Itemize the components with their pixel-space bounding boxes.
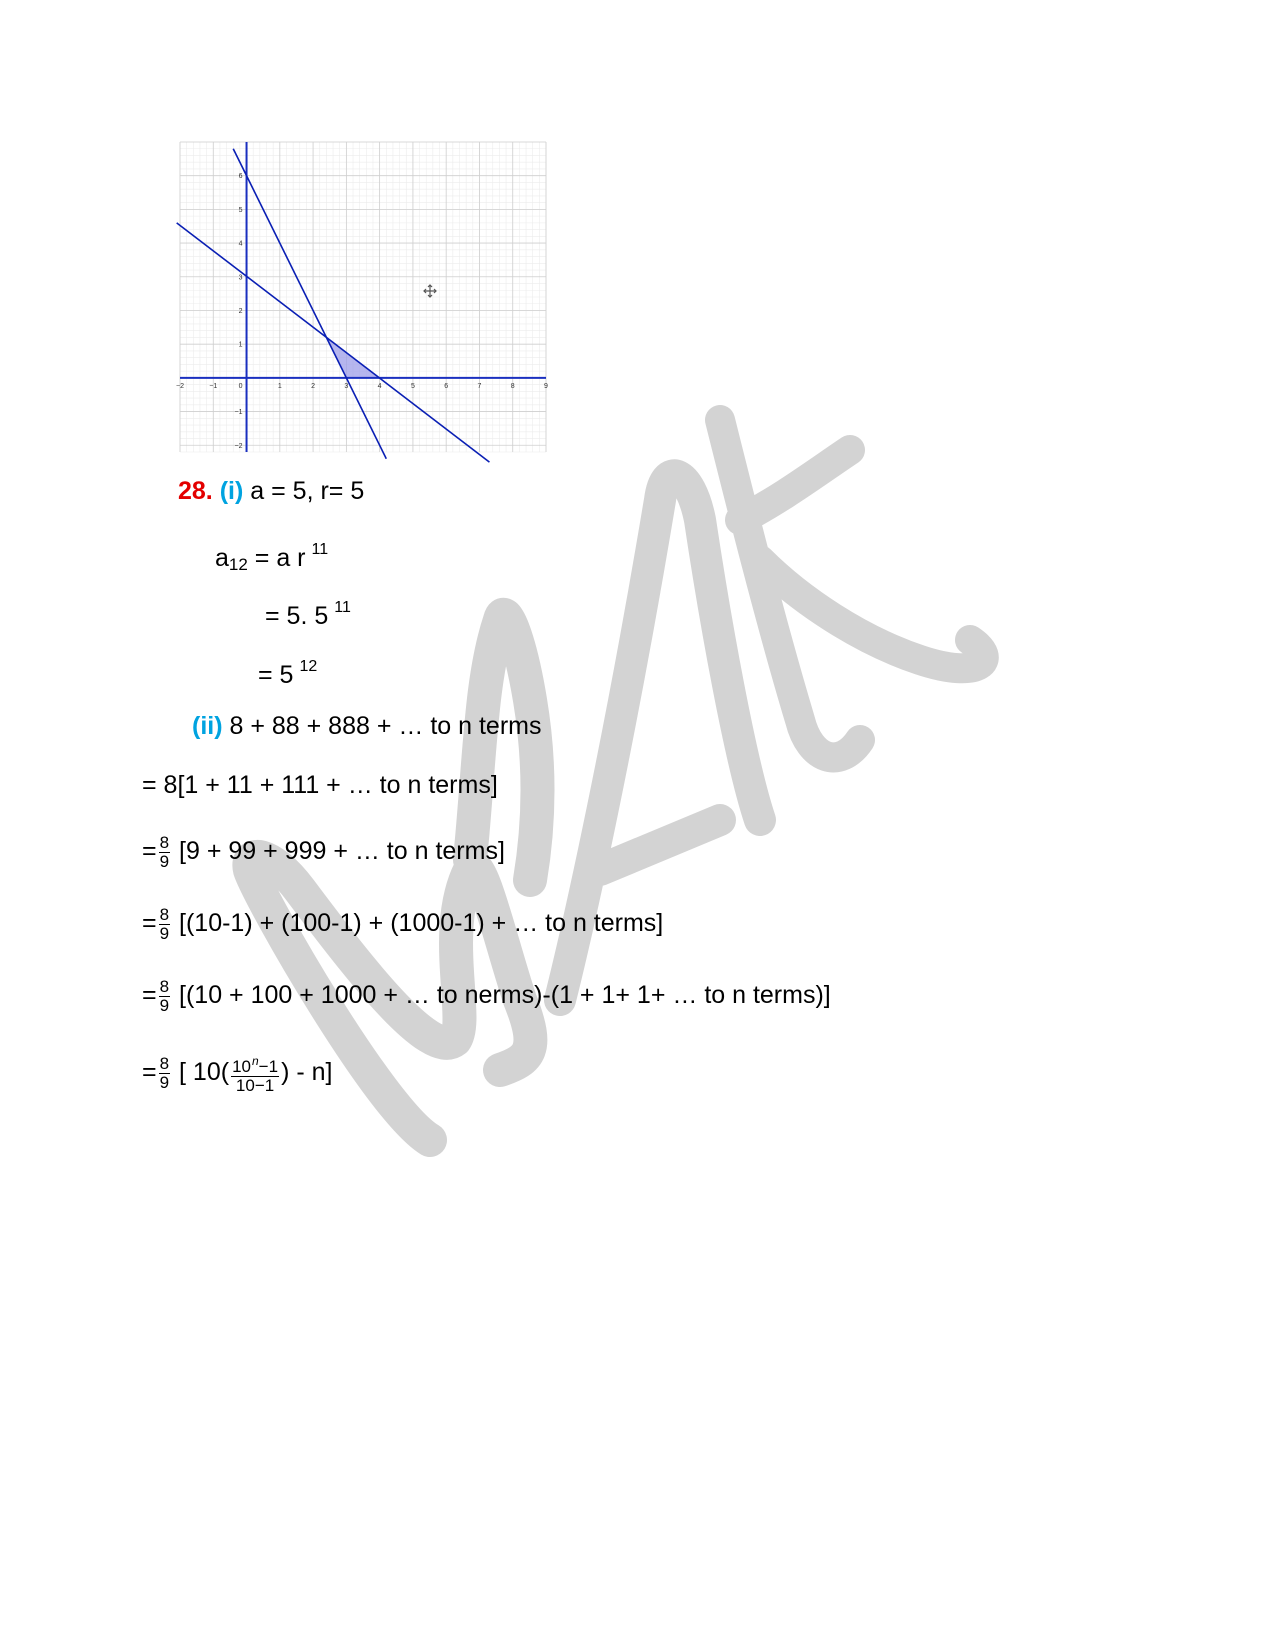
value: = 5 (258, 661, 294, 689)
step-text: [(10-1) + (100-1) + (1000-1) + … to n terms] (172, 909, 664, 938)
minus-one: −1 (258, 1057, 279, 1076)
denominator: 9 (159, 1073, 170, 1092)
denominator: 9 (159, 996, 170, 1015)
denominator: 10−1 (231, 1076, 279, 1095)
step-text: = 8[1 + 11 + 111 + … to n terms] (142, 771, 498, 799)
fraction-8-9 (159, 1055, 170, 1092)
step-text: [(10 + 100 + 1000 + … to nerms)-(1 + 1+ 1+ … to n terms)] (172, 981, 831, 1010)
part-ii-step1 (142, 770, 498, 800)
equals: = (142, 981, 157, 1010)
y-tick-label: −1 (234, 409, 243, 417)
term-a: a (215, 544, 229, 572)
part-ii-series: 8 + 88 + 888 + … to n terms (222, 712, 542, 740)
denominator: 9 (159, 852, 170, 871)
y-tick-label: 4 (238, 240, 243, 248)
exponent-n: n (251, 1054, 259, 1068)
y-tick-label: 1 (238, 341, 243, 349)
inequality-graph (178, 140, 550, 454)
part-i-line1 (215, 535, 328, 580)
part-i-line2 (265, 593, 351, 631)
x-tick-label: 8 (510, 382, 515, 390)
fraction-geometric-sum (231, 1052, 279, 1095)
base: 10 (232, 1057, 251, 1076)
step-text: ) - n] (281, 1058, 333, 1087)
part-ii-step3 (142, 906, 663, 943)
part-ii-step5 (142, 1052, 332, 1095)
y-tick-label: 5 (238, 206, 243, 214)
numerator: 8 (159, 1054, 170, 1073)
question-number: 28. (178, 477, 213, 505)
exponent: 11 (334, 599, 351, 616)
fraction-8-9 (159, 978, 170, 1015)
watermark-letter-k (720, 420, 984, 757)
x-tick-label: 6 (444, 382, 449, 390)
move-cursor-icon (424, 285, 436, 297)
x-tick-label: 2 (311, 382, 316, 390)
part-i-given: a = 5, r= 5 (243, 477, 365, 505)
step-text: [9 + 99 + 999 + … to n terms] (172, 837, 505, 866)
x-tick-label: 0 (238, 382, 243, 390)
minor-grid (180, 142, 546, 452)
part-i-line3 (258, 652, 317, 690)
formula-rhs: = a r (247, 544, 306, 572)
numerator: 8 (159, 905, 170, 924)
x-tick-label: 4 (377, 382, 382, 390)
equals: = (142, 1058, 157, 1087)
y-tick-label: 3 (238, 274, 243, 282)
y-tick-label: 2 (238, 307, 243, 315)
part-ii-label: (ii) (192, 712, 223, 740)
value: = 5. 5 (265, 602, 329, 630)
exponent: 11 (311, 541, 329, 558)
x-tick-label: 7 (477, 382, 482, 390)
numerator: 8 (159, 833, 170, 852)
fraction-8-9 (159, 906, 170, 943)
subscript-12: 12 (228, 555, 248, 574)
part-ii-step2 (142, 834, 505, 871)
x-tick-label: 5 (410, 382, 415, 390)
x-tick-label: −1 (209, 382, 218, 390)
part-i-label: (i) (219, 477, 244, 505)
x-tick-label: 9 (544, 382, 548, 390)
part-ii-step4 (142, 978, 831, 1015)
x-tick-label: 3 (344, 382, 349, 390)
x-tick-label: −2 (176, 382, 184, 390)
y-tick-label: −2 (234, 442, 243, 450)
numerator: 8 (159, 977, 170, 996)
equals: = (142, 837, 157, 866)
numerator (231, 1052, 279, 1076)
q28-heading (178, 476, 364, 506)
fraction-8-9 (159, 834, 170, 871)
y-tick-label: 6 (238, 173, 243, 181)
x-tick-label: 1 (277, 382, 282, 390)
denominator: 9 (159, 924, 170, 943)
exponent: 12 (299, 658, 318, 675)
part-ii-heading (192, 711, 541, 741)
equals: = (142, 909, 157, 938)
step-text: [ 10( (172, 1058, 230, 1087)
